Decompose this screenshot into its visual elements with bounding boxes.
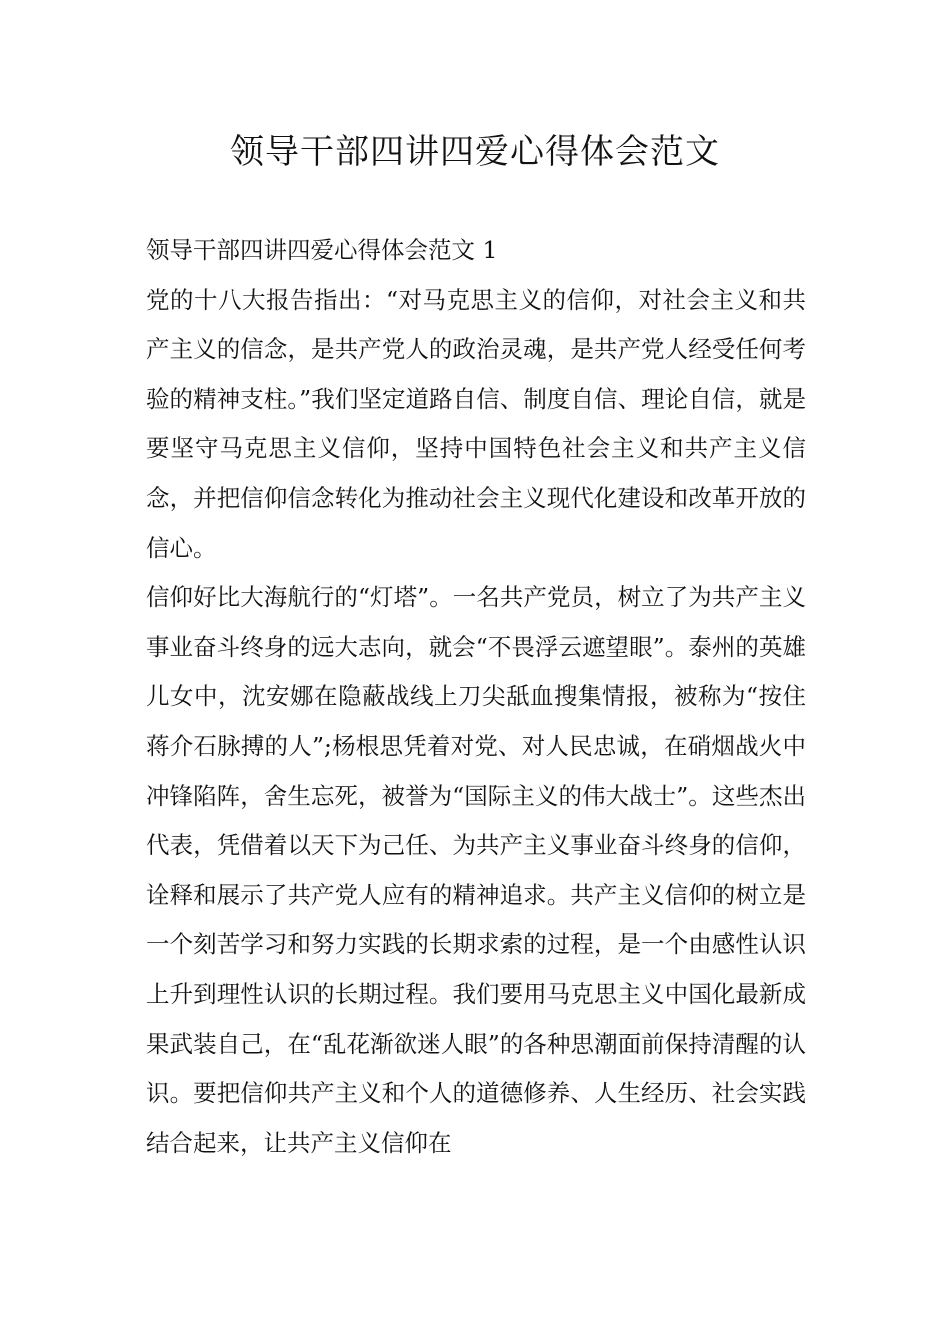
document-body [146, 226, 806, 1168]
paragraph-2: 信仰好比大海航行的“灯塔”。一名共产党员，树立了为共产主义事业奋斗终身的远大志向，就会“不畏浮云遮望眼”。泰州的英雄儿女中，沈安娜在隐蔽战线上刀尖舐血搜集情报，被称为“按住蒋介石脉搏的人”;杨根思凭着对党、对人民忠诚，在硝烟战火中冲锋陷阵，舍生忘死，被誉为“国际主义的伟大战士”。这些杰出代表，凭借着以天下为己任、为共产主义事业奋斗终身的信仰，诠释和展示了共产党人应有的精神追求。共产主义信仰的树立是一个刻苦学习和努力实践的长期求索的过程，是一个由感性认识上升到理性认识的长期过程。我们要用马克思主义中国化最新成果武装自己，在“乱花渐欲迷人眼”的各种思潮面前保持清醒的认识。要把信仰共产主义和个人的道德修养、人生经历、社会实践结合起来，让共产主义信仰在 [146, 583, 806, 1157]
document-title: 领导干部四讲四爱心得体会范文 [230, 132, 720, 172]
section-heading: 领导干部四讲四爱心得体会范文 1 [146, 236, 498, 264]
paragraph-1: 党的十八大报告指出：“对马克思主义的信仰，对社会主义和共产主义的信念，是共产党人的政治灵魂，是共产党人经受任何考验的精神支柱。”我们坚定道路自信、制度自信、理论自信，就是要坚守马克思主义信仰，坚持中国特色社会主义和共产主义信念，并把信仰信念转化为推动社会主义现代化建设和改革开放的信心。 [146, 285, 806, 562]
